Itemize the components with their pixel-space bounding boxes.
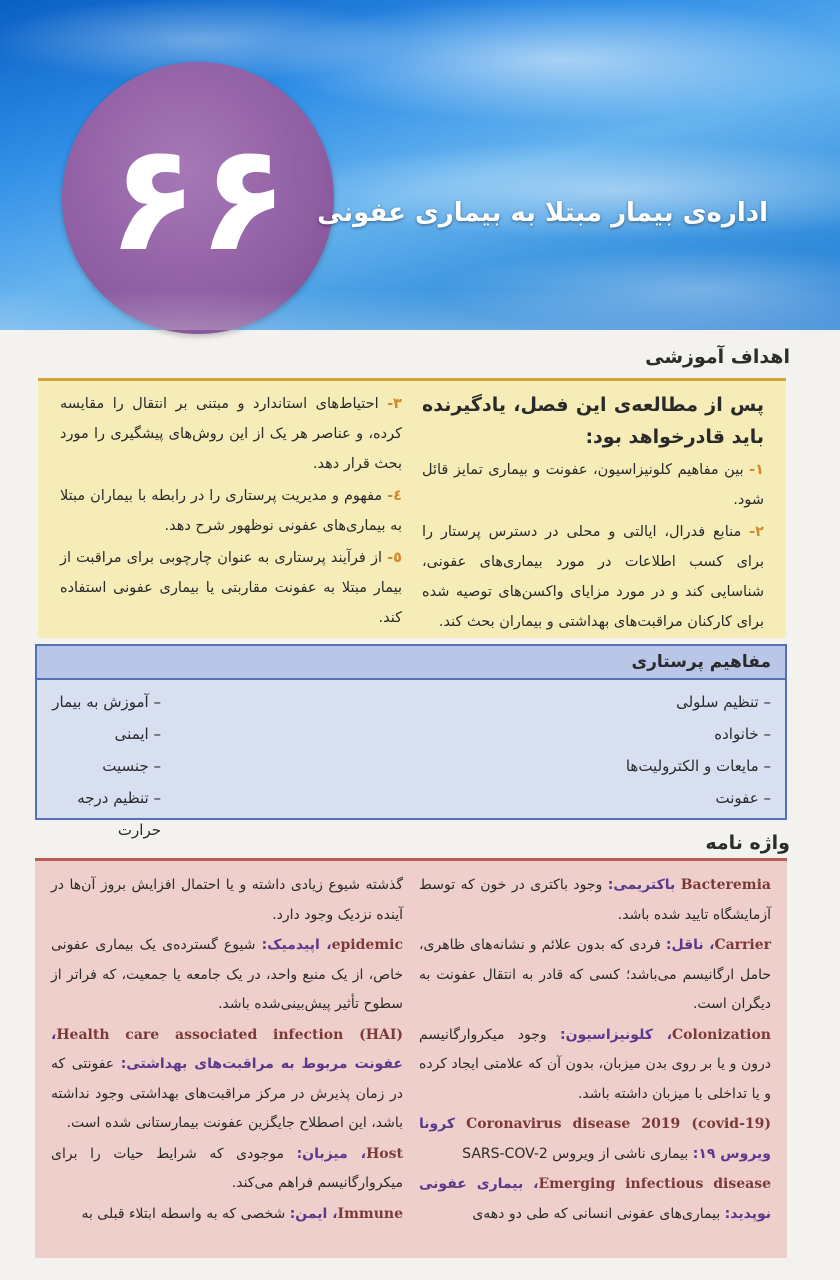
chapter-banner [0, 0, 840, 330]
glossary-term-fa: کرونا ویروس ۱۹: [419, 1116, 771, 1162]
glossary-entry [419, 1170, 771, 1229]
objectives-intro: پس از مطالعه‌ی این فصل، یادگیرنده باید قادرخواهد بود: [422, 394, 764, 448]
glossary-definition: گذشته شیوع زیادی داشته و یا احتمال افزایش بروز آن‌ها در آینده نزدیک وجود دارد. [51, 877, 403, 923]
chapter-title: اداره‌ی بیمار مبتلا به بیماری عفونی [317, 198, 768, 228]
chapter-number: ۶۶ [107, 112, 289, 284]
glossary-term-en: Colonization [672, 1026, 771, 1043]
glossary-term-en: Health care associated infection (HAI) [56, 1026, 403, 1043]
glossary-definition: فردی که بدون علائم و نشانه‌های ظاهری، حامل ارگانیسم می‌باشد؛ کسی که قادر به انتقال عفونت به دیگران است. [419, 937, 771, 1012]
concept-item: – خانواده [411, 718, 771, 750]
glossary-term-en: Carrier [714, 937, 772, 953]
glossary-term-en: Host [366, 1145, 403, 1162]
glossary-entry [51, 1200, 403, 1230]
glossary-definition: بیماری ناشی از ویروس SARS-COV-2 [462, 1145, 693, 1162]
glossary-term-fa: ، اپیدمیک: [261, 937, 332, 953]
objective-text: بین مفاهیم کلونیزاسیون، عفونت و بیماری تمایز قائل شود. [422, 462, 764, 508]
glossary-entry [51, 871, 403, 930]
glossary-term-en: Emerging infectious disease [538, 1176, 771, 1192]
concept-item: – آموزش به بیمار [51, 686, 161, 718]
glossary-definition: شیوع گسترده‌ی یک بیماری عفونی خاص، از یک منبع واحد، در یک جامعه یا جمعیت، که فراتر از سطوح تأثیر پیش‌بینی‌شده باشد. [51, 937, 403, 1012]
nursing-concepts-body [37, 680, 785, 846]
glossary-term-en: epidemic [331, 937, 403, 953]
nursing-concepts-heading: مفاهیم پرستاری [37, 646, 785, 680]
concepts-column-right [411, 686, 771, 846]
glossary-term-en: Immune [337, 1205, 403, 1222]
glossary-term-fa: ، عفونت مربوط به مراقبت‌های بهداشتی: [51, 1026, 403, 1072]
glossary-term-fa: ، بیماری عفونی نوپدید: [419, 1176, 771, 1222]
glossary-term-fa: ، ایمن: [289, 1205, 338, 1222]
glossary-heading: واژه نامه [705, 832, 790, 854]
glossary-definition: وجود میکروارگانیسم درون و یا بر روی بدن میزبان، بدون آن که علامتی ایجاد کرده و یا تداخلی با میزبان داشته باشد. [419, 1026, 771, 1102]
nursing-concepts-box [35, 644, 787, 839]
glossary-definition: شخصی که به واسطه ابتلاء قبلی به [81, 1205, 290, 1222]
glossary-term-fa: ، کلونیزاسیون: [560, 1026, 673, 1043]
objective-number: ۱- [749, 462, 764, 478]
objective-number: ۲- [749, 524, 765, 540]
objective-number: ۳- [387, 396, 402, 412]
objectives-column-left [50, 389, 412, 632]
glossary-box [35, 858, 787, 1258]
glossary-term-en: Coronavirus disease 2019 (covid-19) [466, 1116, 771, 1132]
glossary-definition: وجود باکتری در خون که توسط آزمایشگاه تایید شده باشد. [419, 877, 771, 923]
objective-item [60, 481, 402, 541]
objective-item [422, 455, 764, 515]
objective-number: ٥- [387, 550, 403, 566]
concept-item: – مایعات و الکترولیت‌ها [411, 750, 771, 782]
glossary-definition: موجودی که شرایط حیات را برای میکروارگانیسم فراهم می‌کند. [51, 1145, 403, 1191]
objective-text: مفهوم و مدیریت پرستاری را در رابطه با بیماران مبتلا به بیماری‌های عفونی نوظهور شرح دهد. [60, 488, 402, 534]
glossary-entry [51, 931, 403, 1020]
objective-text: احتیاط‌های استاندارد و مبتنی بر انتقال را مقایسه کرده، و عناصر هر یک از این روش‌های پیشگیری را مورد بحث قرار دهد. [60, 396, 402, 472]
glossary-definition: بیماری‌های عفونی انسانی که طی دو دهه‌ی [472, 1205, 725, 1222]
objective-item [60, 543, 402, 633]
glossary-term-en: Bacteremia [680, 877, 771, 893]
objective-number: ٤- [387, 488, 403, 504]
objective-item [60, 389, 402, 479]
glossary-entry [419, 871, 771, 930]
glossary-term-fa: ، ناقل: [665, 937, 715, 953]
objectives-heading: اهداف آموزشی [645, 346, 790, 368]
glossary-entry [419, 1110, 771, 1169]
glossary-entry [51, 1021, 403, 1139]
glossary-term-fa: باکتریمی: [607, 877, 676, 893]
objectives-column-right [412, 389, 774, 632]
objective-text: منابع فدرال، ایالتی و محلی در دسترس پرستار را برای کسب اطلاعات در مورد بیماری‌های عفونی، شناسایی کند و در مورد مزایای واکسن‌های توصیه شده برای کارکنان مراقبت‌های بهداشتی و بیماران بحث کند. [422, 524, 764, 630]
glossary-entry [419, 1021, 771, 1110]
glossary-term-fa: ، میزبان: [296, 1145, 367, 1162]
chapter-number-circle [62, 62, 334, 334]
glossary-column-left [43, 871, 411, 1258]
concepts-column-left [51, 686, 411, 846]
glossary-entry [419, 931, 771, 1020]
glossary-definition: عفونتی که در زمان پذیرش در مرکز مراقبت‌های بهداشتی وجود نداشته باشد، این اصطلاح جایگزین عفونت بیمارستانی شده است. [51, 1056, 403, 1131]
objectives-box [38, 378, 786, 638]
concept-item: – تنظیم سلولی [411, 686, 771, 718]
objective-item [422, 517, 764, 637]
concept-item: – ایمنی [51, 718, 161, 750]
concept-item: – عفونت [411, 782, 771, 814]
glossary-entry [51, 1140, 403, 1199]
concept-item: – تنظیم درجه حرارت [51, 782, 161, 846]
objective-text: از فرآیند پرستاری به عنوان چارچوبی برای مراقبت از بیمار مبتلا به عفونت مقاربتی یا بیماری عفونی استفاده کند. [60, 550, 402, 626]
concept-item: – جنسیت [51, 750, 161, 782]
glossary-column-right [411, 871, 779, 1258]
